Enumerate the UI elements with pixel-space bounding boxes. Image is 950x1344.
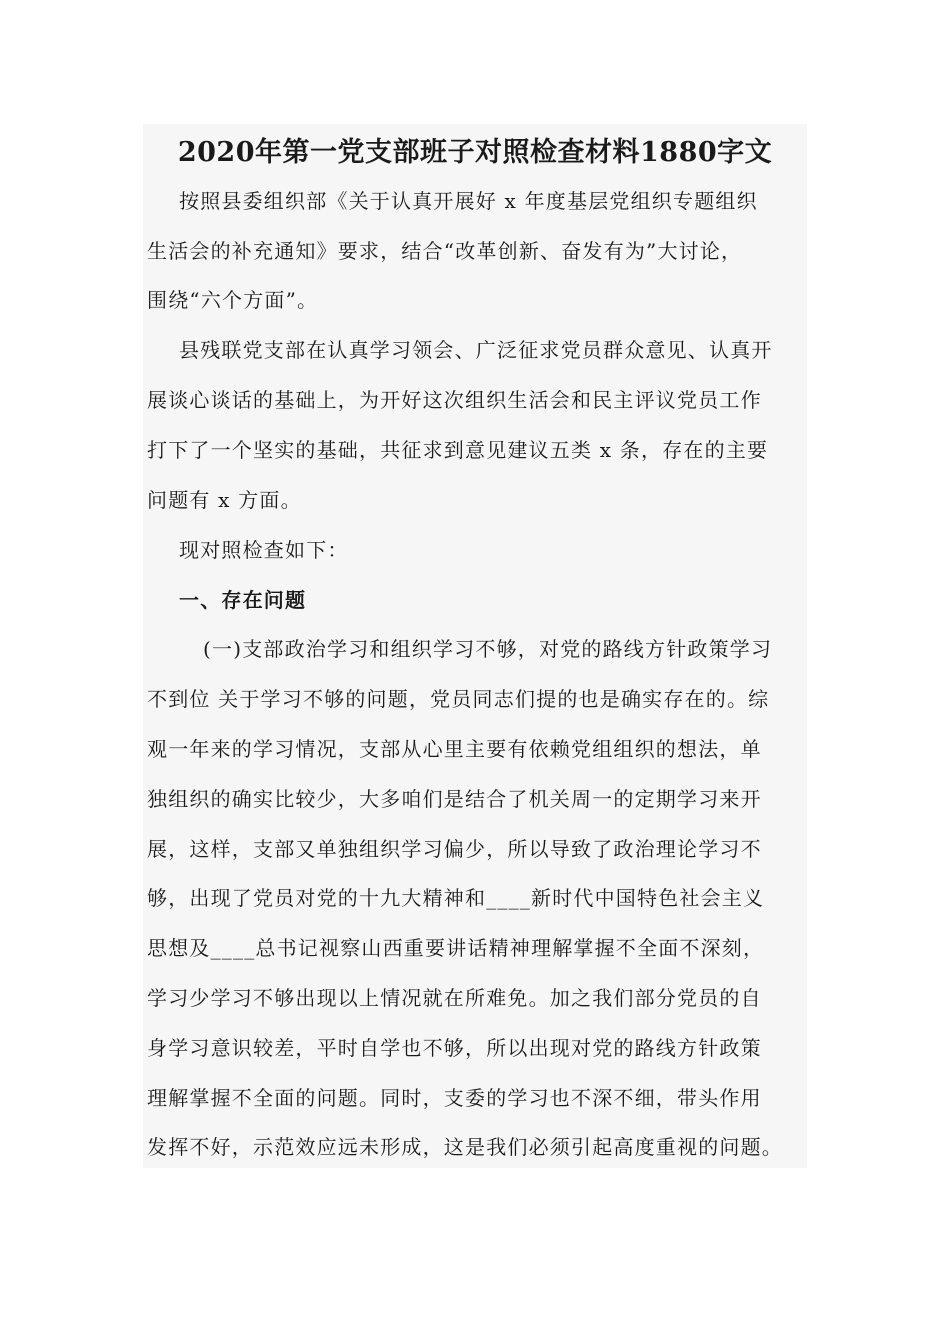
paragraph-line: 问题有 x 方面。 xyxy=(147,488,302,512)
paragraph-line: 观一年来的学习情况，支部从心里主要有依赖党组组织的想法，单 xyxy=(147,737,762,761)
paragraph-line: 思想及____总书记视察山西重要讲话精神理解掌握不全面不深刻， xyxy=(147,936,765,960)
paragraph-line: 生活会的补充通知》要求，结合“改革创新、奋发有为”大讨论， xyxy=(147,239,743,263)
paragraph-line: 身学习意识较差，平时自学也不够，所以出现对党的路线方针政策 xyxy=(147,1036,762,1060)
paragraph-line: 县残联党支部在认真学习领会、广泛征求党员群众意见、认真开 xyxy=(179,338,773,362)
section-heading: 一、存在问题 xyxy=(179,588,307,612)
paragraph-line: 打下了一个坚实的基础，共征求到意见建议五类 x 条，存在的主要 xyxy=(147,438,769,462)
paragraph-line: 按照县委组织部《关于认真开展好 x 年度基层党组织专题组织 xyxy=(179,189,758,213)
paragraph-line: (一)支部政治学习和组织学习不够，对党的路线方针政策学习 xyxy=(203,637,773,661)
paragraph-line: 独组织的确实比较少，大多咱们是结合了机关周一的定期学习来开 xyxy=(147,787,762,811)
paragraph-line: 围绕“六个方面”。 xyxy=(147,288,319,312)
paragraph-line: 够，出现了党员对党的十九大精神和____新时代中国特色社会主义 xyxy=(147,886,765,910)
paragraph-line: 现对照检查如下： xyxy=(179,538,349,562)
paragraph-line: 理解掌握不全面的问题。同时，支委的学习也不深不细，带头作用 xyxy=(147,1086,762,1110)
paragraph-line: 不到位 关于学习不够的问题，党员同志们提的也是确实存在的。综 xyxy=(147,687,770,711)
paragraph-line: 展谈心谈话的基础上，为开好这次组织生活会和民主评议党员工作 xyxy=(147,388,762,412)
document-title: 2020年第一党支部班子对照检查材料1880字文 xyxy=(177,137,773,168)
paragraph-line: 发挥不好，示范效应远未形成，这是我们必须引起高度重视的问题。 xyxy=(147,1135,783,1159)
paragraph-line: 学习少学习不够出现以上情况就在所难免。加之我们部分党员的自 xyxy=(147,986,762,1010)
paragraph-line: 展，这样，支部又单独组织学习偏少，所以导致了政治理论学习不 xyxy=(147,837,762,861)
